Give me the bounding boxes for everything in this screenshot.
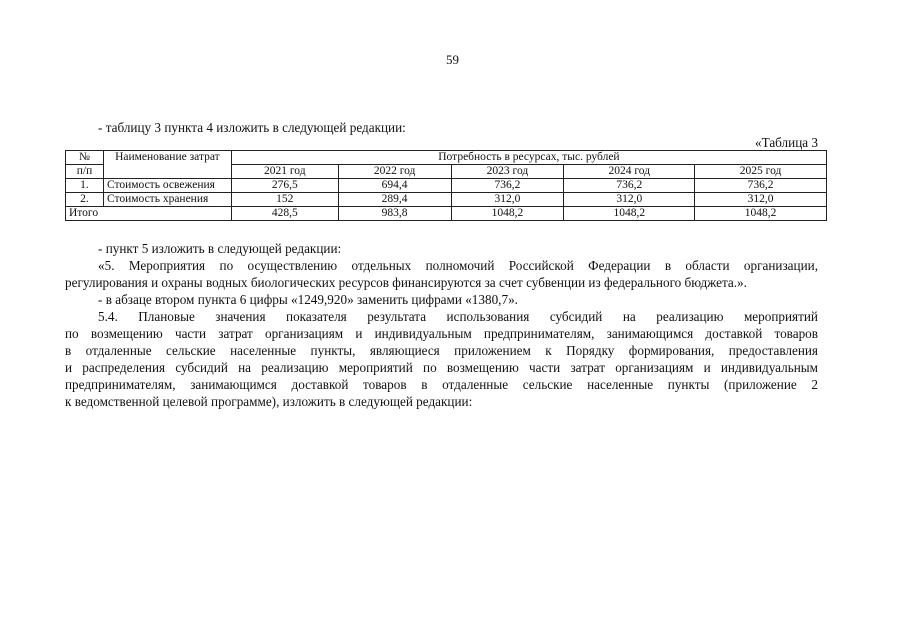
- header-group: Потребность в ресурсах, тыс. рублей: [231, 151, 826, 165]
- intro-line: - таблицу 3 пункта 4 изложить в следующей редакции:: [98, 120, 406, 135]
- header-year: 2024 год: [564, 165, 695, 179]
- p5-intro: - пункт 5 изложить в следующей редакции:: [98, 241, 342, 256]
- cell-value: 312,0: [695, 193, 827, 207]
- table-row: [66, 179, 827, 193]
- header-num: №: [66, 151, 104, 165]
- p54-line-3: в отдаленные сельские населенные пункты, являющиеся приложением к Порядку формирования, предоставления: [65, 343, 818, 358]
- header-name: Наименование затрат: [103, 151, 231, 179]
- cell-value: 276,5: [231, 179, 338, 193]
- cell-value: 694,4: [338, 179, 451, 193]
- p5-line-1: «5. Мероприятия по осуществлению отдельных полномочий Российской Федерации в области организации,: [98, 258, 818, 273]
- total-value: 1048,2: [695, 207, 827, 221]
- header-num-2: п/п: [66, 165, 104, 179]
- total-label: Итого: [66, 207, 232, 221]
- row-num: 2.: [66, 193, 104, 207]
- table-caption: «Таблица 3: [755, 135, 818, 150]
- p54-line-1: 5.4. Плановые значения показателя результата использования субсидий на реализацию мероприятий: [98, 309, 818, 324]
- p54-line-2: по возмещению части затрат организациям и индивидуальным предпринимателям, занимающимся доставкой товаров: [65, 326, 818, 341]
- header-year: 2025 год: [695, 165, 827, 179]
- table-header-row-1: [66, 151, 827, 165]
- cell-value: 736,2: [564, 179, 695, 193]
- row-num: 1.: [66, 179, 104, 193]
- cell-value: 289,4: [338, 193, 451, 207]
- p54-line-6: к ведомственной целевой программе), изложить в следующей редакции:: [65, 394, 473, 409]
- table-row: [66, 193, 827, 207]
- header-year: 2022 год: [338, 165, 451, 179]
- cell-value: 312,0: [451, 193, 564, 207]
- cell-value: 312,0: [564, 193, 695, 207]
- total-value: 1048,2: [564, 207, 695, 221]
- total-value: 1048,2: [451, 207, 564, 221]
- total-value: 428,5: [231, 207, 338, 221]
- resource-table: [65, 150, 827, 221]
- row-name: Стоимость освежения: [103, 179, 231, 193]
- header-year: 2021 год: [231, 165, 338, 179]
- cell-value: 736,2: [695, 179, 827, 193]
- p54-line-4: и распределения субсидий на реализацию мероприятий по возмещению части затрат организациям и индивидуальным: [65, 360, 818, 375]
- header-year: 2023 год: [451, 165, 564, 179]
- table-total-row: [66, 207, 827, 221]
- page-number: 59: [446, 52, 459, 67]
- row-name: Стоимость хранения: [103, 193, 231, 207]
- cell-value: 152: [231, 193, 338, 207]
- total-value: 983,8: [338, 207, 451, 221]
- p5-line-2: регулирования и охраны водных биологических ресурсов финансируются за счет субвенции из федерального бюджета.».: [65, 275, 747, 290]
- p6-line: - в абзаце втором пункта 6 цифры «1249,920» заменить цифрами «1380,7».: [98, 292, 518, 307]
- cell-value: 736,2: [451, 179, 564, 193]
- p54-line-5: предпринимателям, занимающимся доставкой товаров в отдаленные сельские населенные пункты (приложение 2: [65, 377, 818, 392]
